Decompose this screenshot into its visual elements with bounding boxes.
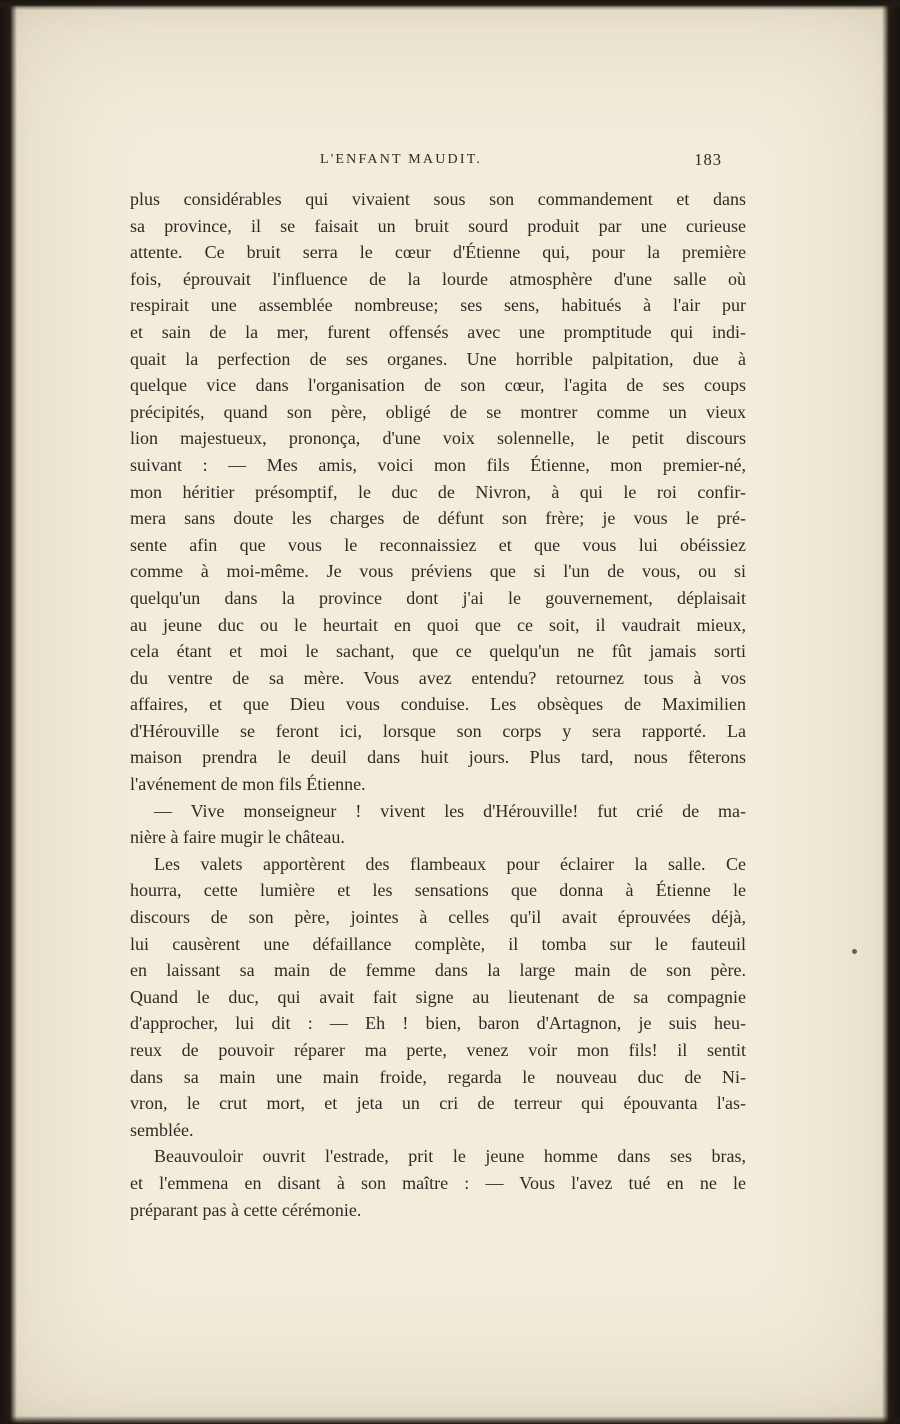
text-line: Quand le duc, qui avait fait signe au lieutenant de sa compagnie	[130, 986, 746, 1007]
ink-speck	[852, 949, 857, 954]
text-line: l'avénement de mon fils Étienne.	[130, 774, 366, 795]
text-line: sente afin que vous le reconnaissiez et que vous lui obéissiez	[130, 534, 746, 555]
page-number: 183	[694, 150, 722, 169]
scan-edge-left	[0, 0, 17, 1424]
text-line: quait la perfection de ses organes. Une horrible palpitation, due à	[130, 348, 746, 369]
text-line: discours de son père, jointes à celles qu'il avait éprouvées déjà,	[130, 907, 746, 928]
text-line: préparant pas à cette cérémonie.	[130, 1199, 362, 1220]
text-line: hourra, cette lumière et les sensations que donna à Étienne le	[130, 880, 746, 901]
scan-edge-right	[882, 0, 900, 1424]
page-header	[130, 150, 746, 186]
text-line: comme à moi-même. Je vous préviens que si l'un de vous, ou si	[130, 561, 746, 582]
text-line: précipités, quand son père, obligé de se montrer comme un vieux	[130, 401, 746, 422]
text-line: du ventre de sa mère. Vous avez entendu? retournez tous à vos	[130, 667, 746, 688]
scan-edge-bottom	[0, 1416, 900, 1424]
text-line: mon héritier présomptif, le duc de Nivron, à qui le roi confir-	[130, 481, 746, 502]
text-line: et sain de la mer, furent offensés avec une promptitude qui indi-	[130, 321, 746, 342]
text-line: mera sans doute les charges de défunt son frère; je vous le pré-	[130, 508, 746, 529]
text-line: — Vive monseigneur ! vivent les d'Hérouville! fut crié de ma-	[154, 800, 746, 821]
text-line: sa province, il se faisait un bruit sourd produit par une curieuse	[130, 215, 746, 236]
text-line: maison prendra le deuil dans huit jours. Plus tard, nous fêterons	[130, 747, 746, 768]
text-line: semblée.	[130, 1119, 194, 1140]
text-line: suivant : — Mes amis, voici mon fils Étienne, mon premier-né,	[130, 454, 746, 475]
text-line: d'approcher, lui dit : — Eh ! bien, baron d'Artagnon, je suis heu-	[130, 1013, 746, 1034]
scan-edge-top	[0, 0, 900, 10]
text-line: Beauvouloir ouvrit l'estrade, prit le jeune homme dans ses bras,	[154, 1146, 746, 1167]
text-line: quelqu'un dans la province dont j'ai le gouvernement, déplaisait	[130, 587, 746, 608]
text-line: quelque vice dans l'organisation de son cœur, l'agita de ses coups	[130, 375, 746, 396]
text-line: nière à faire mugir le château.	[130, 827, 345, 848]
text-line: et l'emmena en disant à son maître : — Vous l'avez tué en ne le	[130, 1172, 746, 1193]
text-line: en laissant sa main de femme dans la large main de son père.	[130, 960, 746, 981]
text-line: lui causèrent une défaillance complète, il tomba sur le fauteuil	[130, 933, 746, 954]
text-line: d'Hérouville se feront ici, lorsque son corps y sera rapporté. La	[130, 720, 746, 741]
text-line: reux de pouvoir réparer ma perte, venez voir mon fils! il sentit	[130, 1040, 746, 1060]
text-line: cela étant et moi le sachant, que ce quelqu'un ne fût jamais sorti	[130, 641, 746, 662]
text-line: attente. Ce bruit serra le cœur d'Étienne qui, pour la première	[130, 242, 746, 263]
printed-page-content	[130, 150, 746, 1223]
text-line: fois, éprouvait l'influence de la lourde atmosphère d'une salle où	[130, 268, 746, 289]
running-title: L'ENFANT MAUDIT.	[319, 152, 483, 167]
text-line: dans sa main une main froide, regarda le nouveau duc de Ni-	[130, 1066, 746, 1087]
page-text	[130, 186, 746, 1223]
text-line: plus considérables qui vivaient sous son commandement et dans	[130, 189, 746, 209]
text-line: Les valets apportèrent des flambeaux pour éclairer la salle. Ce	[154, 853, 746, 874]
text-line: au jeune duc ou le heurtait en quoi que ce soit, il vaudrait mieux,	[130, 614, 746, 635]
text-line: lion majestueux, prononça, d'une voix solennelle, le petit discours	[130, 428, 746, 449]
text-line: affaires, et que Dieu vous conduise. Les obsèques de Maximilien	[130, 694, 746, 715]
text-line: respirait une assemblée nombreuse; ses sens, habitués à l'air pur	[130, 295, 746, 316]
text-line: vron, le crut mort, et jeta un cri de terreur qui épouvanta l'as-	[130, 1093, 746, 1114]
